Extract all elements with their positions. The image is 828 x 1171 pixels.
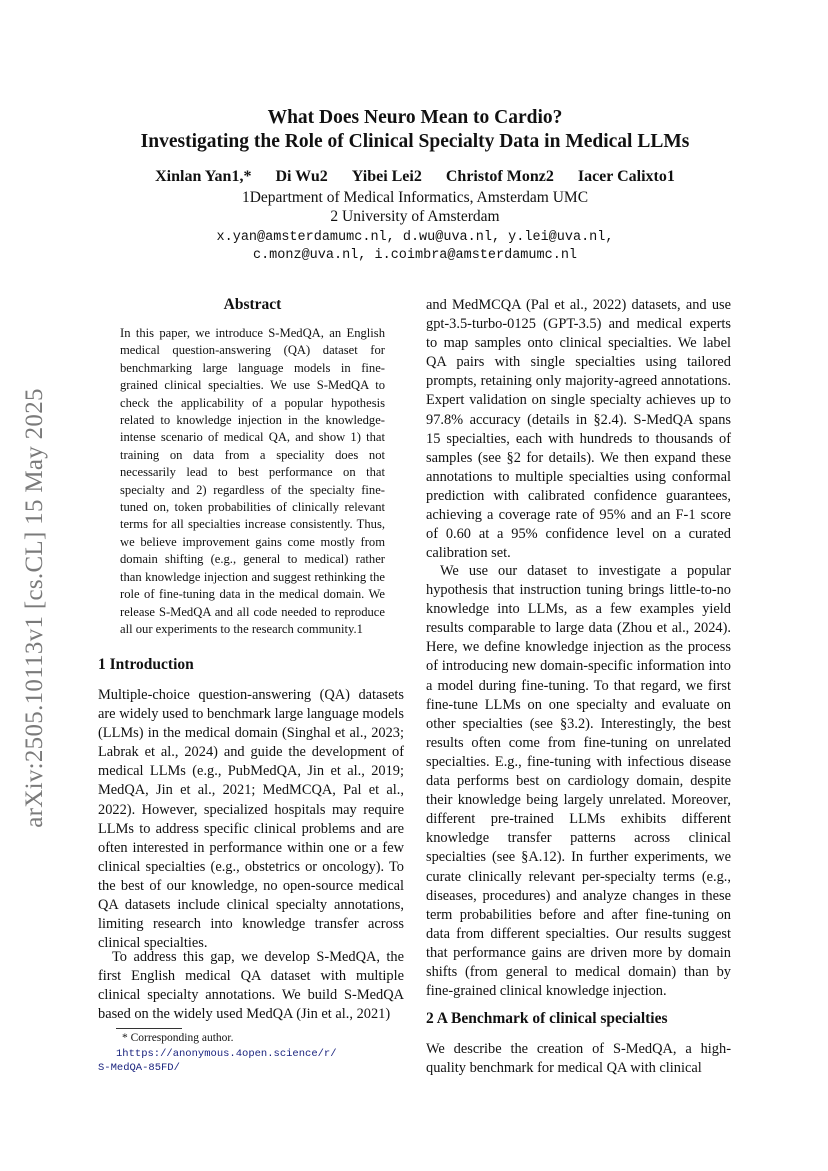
title-line-2: Investigating the Role of Clinical Specialty Data in Medical LLMs <box>140 131 690 152</box>
footnote-rule <box>116 1028 182 1029</box>
abstract-text: In this paper, we introduce S-MedQA, an English medical question-answering (QA) dataset for benchmarking large language models in fine-grained clinical specialties. We use S-MedQA to check the applicability of a popular hypothesis related to knowledge injection in the knowledge-intense scenario of medical QA, and show 1) that training on data from a speciality does not necessarily lead to best performance on that specialty and 2) regardless of the specialty fine-tuned on, token probabilities of clinically relevant terms for all specialties increase consistently. Thus, we believe improvement gains come mostly from domain shifting (e.g., general to medical) rather than knowledge injection and suggest rethinking the role of fine-tuning data in the medical domain. We release S-MedQA and all code needed to reproduce all our experiments to the research community.1 <box>120 326 385 636</box>
author-name: Di Wu2 <box>275 168 328 185</box>
section-heading-benchmark: 2 A Benchmark of clinical specialties <box>426 1010 668 1027</box>
author-list <box>90 168 740 186</box>
arxiv-stamp: arXiv:2505.10113v1 [cs.CL] 15 May 2025 <box>21 388 48 828</box>
footnote-corresponding: * Corresponding author. <box>122 1032 234 1044</box>
author-name: Iacer Calixto1 <box>577 168 675 185</box>
title-line-1: What Does Neuro Mean to Cardio? <box>267 107 563 128</box>
intro-paragraph: To address this gap, we develop S-MedQA, the first English medical QA dataset with multiple clinical specialty annotations. We build S-MedQA based on the widely used MedQA (Jin et al., 2021) <box>98 949 404 1023</box>
section-heading-introduction: 1 Introduction <box>98 656 194 673</box>
email-line: c.monz@uva.nl, i.coimbra@amsterdamumc.nl <box>252 248 578 263</box>
paper-title <box>90 106 740 154</box>
body-paragraph: and MedMCQA (Pal et al., 2022) datasets, and use gpt-3.5-turbo-0125 (GPT-3.5) and medical experts to map samples onto clinical specialties. We label QA pairs with single specialties using tailored prompts, retaining only majority-agreed annotations. Expert validation on single specialty achieves up to 97.8% accuracy (details in §2.4). S-MedQA spans 15 specialties, each with hundreds to thousands of samples (see §2 for details). We then expand these annotations to multiple specialties using conformal prediction with calibrated confidence guarantees, achieving a coverage rate of 95% and an F-1 score of 0.60 at a 95% confidence level on a curated calibration set. <box>426 297 731 562</box>
author-name: Christof Monz2 <box>445 168 554 185</box>
author-name: Xinlan Yan1,* <box>155 168 252 185</box>
body-paragraph: We describe the creation of S-MedQA, a high-quality benchmark for medical QA with clinical <box>426 1041 731 1077</box>
footnote-link[interactable]: 1https://anonymous.4open.science/r/ <box>116 1048 337 1060</box>
affiliation: 1Department of Medical Informatics, Amsterdam UMC <box>241 189 589 206</box>
email-line: x.yan@amsterdamumc.nl, d.wu@uva.nl, y.lei@uva.nl, <box>216 230 614 245</box>
affiliation: 2 University of Amsterdam <box>330 208 500 225</box>
author-name: Yibei Lei2 <box>351 168 422 185</box>
intro-paragraph: Multiple-choice question-answering (QA) datasets are widely used to benchmark large language models (LLMs) in the medical domain (Singhal et al., 2023; Labrak et al., 2024) and guide the development of medical LLMs (e.g., PubMedQA, Jin et al., 2019; MedQA, Jin et al., 2021; MedMCQA, Pal et al., 2022). However, specialized hospitals may require LLMs to address specific clinical problems and are often interested in performance within one or a few clinical specialties (e.g., obstetrics or oncology). To the best of our knowledge, no open-source medical QA datasets include clinical specialty annotations, limiting research into knowledge transfer across clinical specialties. <box>98 687 404 952</box>
body-paragraph: We use our dataset to investigate a popular hypothesis that instruction tuning brings little-to-no knowledge into LLMs, as a few examples yield results comparable to large data (Zhou et al., 2024). Here, we define knowledge injection as the process of introducing new domain-specific information into a model during fine-tuning. To that regard, we first fine-tune LLMs on one specialty and evaluate on other specialties (see §3.2). Interestingly, the best results often come from fine-tuning on unrelated specialties. E.g., fine-tuning with infectious disease data performs best on cardiology domain, despite their knowledge being largely unrelated. Moreover, different pre-trained LLMs exhibits different knowledge transfer patterns across clinical specialties (see §A.12). In further experiments, we curate clinically relevant per-specialty terms (e.g., diseases, procedures) and analyze changes in these term probabilities before and after fine-tuning on data from different specialties. Our results suggest that performance gains are driven more by domain shifts (from general to medical domain) than by fine-grained clinical knowledge injection. <box>426 563 731 1000</box>
footnote-link[interactable]: S-MedQA-85FD/ <box>98 1062 180 1074</box>
abstract-heading: Abstract <box>223 296 282 313</box>
